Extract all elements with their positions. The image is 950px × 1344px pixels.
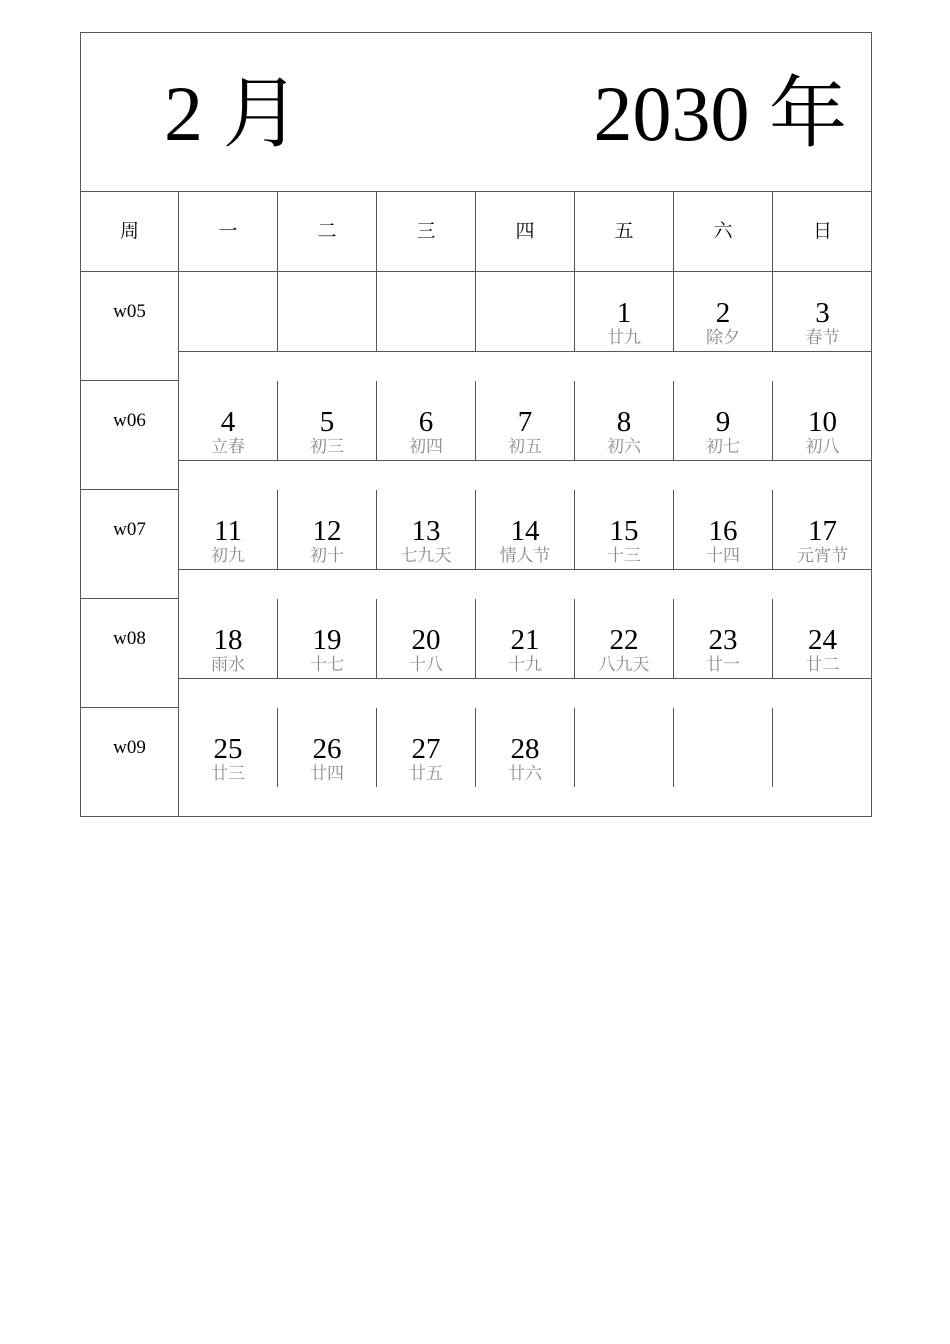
day-number: 12 (312, 515, 342, 547)
day-number: 9 (715, 406, 731, 438)
year-title: 2030 年 (593, 70, 847, 157)
lunar-date: 初四 (409, 437, 443, 457)
day-cell (773, 599, 872, 679)
day-cell (278, 381, 377, 461)
day-cell (377, 381, 476, 461)
day-number: 14 (510, 515, 540, 547)
day-number: 27 (411, 733, 441, 765)
day-number: 7 (517, 406, 533, 438)
lunar-date: 廿五 (409, 764, 443, 784)
day-cell (377, 490, 476, 570)
calendar (80, 32, 872, 817)
day-cell (476, 599, 575, 679)
lunar-date: 初六 (607, 437, 641, 457)
weekday-header: 三 (377, 192, 476, 272)
day-cell (773, 272, 872, 352)
lunar-date: 情人节 (499, 546, 551, 566)
lunar-date: 初八 (805, 437, 840, 457)
day-cell (674, 599, 773, 679)
day-number: 11 (214, 515, 242, 547)
day-cell (476, 490, 575, 570)
weekday-header: 四 (476, 192, 575, 272)
week-column-header: 周 (81, 192, 179, 272)
day-number: 25 (213, 733, 243, 765)
lunar-date: 雨水 (211, 655, 245, 675)
day-cell (674, 272, 773, 352)
weekday-header: 日 (773, 192, 872, 272)
week-number: w08 (81, 599, 179, 708)
lunar-date: 春节 (805, 328, 840, 348)
lunar-date: 廿四 (310, 764, 344, 784)
day-cell (674, 381, 773, 461)
lunar-date: 七九天 (400, 546, 452, 566)
day-cell (773, 490, 872, 570)
calendar-grid (81, 192, 871, 816)
day-cell (278, 490, 377, 570)
day-cell (179, 381, 278, 461)
day-number: 15 (609, 515, 639, 547)
day-number: 1 (616, 297, 632, 329)
lunar-date: 初九 (211, 546, 245, 566)
lunar-date: 十三 (607, 546, 641, 566)
day-cell (476, 381, 575, 461)
day-cell (179, 272, 278, 352)
day-number: 2 (715, 297, 731, 329)
month-title: 2 月 (164, 70, 301, 157)
day-cell (575, 708, 674, 787)
day-cell (278, 272, 377, 352)
day-number: 26 (312, 733, 342, 765)
day-cell (674, 490, 773, 570)
day-number: 5 (319, 406, 335, 438)
day-number: 3 (815, 297, 830, 329)
day-cell (377, 708, 476, 787)
weekday-header: 五 (575, 192, 674, 272)
week-number: w07 (81, 490, 179, 599)
day-cell (674, 708, 773, 787)
weekday-header: 六 (674, 192, 773, 272)
day-number: 20 (411, 624, 441, 656)
day-number: 17 (808, 515, 837, 547)
day-cell (476, 708, 575, 787)
day-cell (278, 708, 377, 787)
day-cell (575, 490, 674, 570)
day-number: 24 (808, 624, 837, 656)
day-number: 19 (312, 624, 342, 656)
day-number: 10 (808, 406, 837, 438)
weekday-header: 二 (278, 192, 377, 272)
lunar-date: 初七 (706, 437, 740, 457)
week-number: w06 (81, 381, 179, 490)
lunar-date: 初三 (310, 437, 344, 457)
day-number: 28 (510, 733, 540, 765)
lunar-date: 廿九 (607, 328, 641, 348)
lunar-date: 十七 (310, 655, 344, 675)
calendar-header (81, 33, 871, 192)
lunar-date: 廿六 (508, 764, 542, 784)
day-number: 8 (616, 406, 632, 438)
lunar-date: 除夕 (706, 328, 740, 348)
lunar-date: 初五 (508, 437, 542, 457)
day-cell (377, 272, 476, 352)
lunar-date: 十四 (706, 546, 740, 566)
lunar-date: 廿三 (211, 764, 245, 784)
lunar-date: 十九 (508, 655, 542, 675)
day-number: 6 (418, 406, 434, 438)
weekday-header: 一 (179, 192, 278, 272)
lunar-date: 八九天 (598, 655, 650, 675)
day-number: 13 (411, 515, 441, 547)
day-number: 4 (220, 406, 236, 438)
lunar-date: 廿一 (706, 655, 740, 675)
day-cell (278, 599, 377, 679)
lunar-date: 立春 (211, 437, 245, 457)
day-cell (575, 272, 674, 352)
lunar-date: 廿二 (805, 655, 840, 675)
day-cell (179, 490, 278, 570)
day-number: 22 (609, 624, 639, 656)
day-cell (575, 599, 674, 679)
day-number: 18 (213, 624, 243, 656)
day-cell (773, 708, 872, 787)
lunar-date: 元宵节 (797, 546, 848, 566)
day-cell (179, 708, 278, 787)
day-cell (773, 381, 872, 461)
day-cell (476, 272, 575, 352)
day-cell (179, 599, 278, 679)
lunar-date: 初十 (310, 546, 344, 566)
day-number: 21 (510, 624, 540, 656)
day-number: 16 (708, 515, 738, 547)
day-cell (377, 599, 476, 679)
day-cell (575, 381, 674, 461)
lunar-date: 十八 (409, 655, 443, 675)
day-number: 23 (708, 624, 738, 656)
week-number: w05 (81, 272, 179, 381)
week-number: w09 (81, 708, 179, 816)
